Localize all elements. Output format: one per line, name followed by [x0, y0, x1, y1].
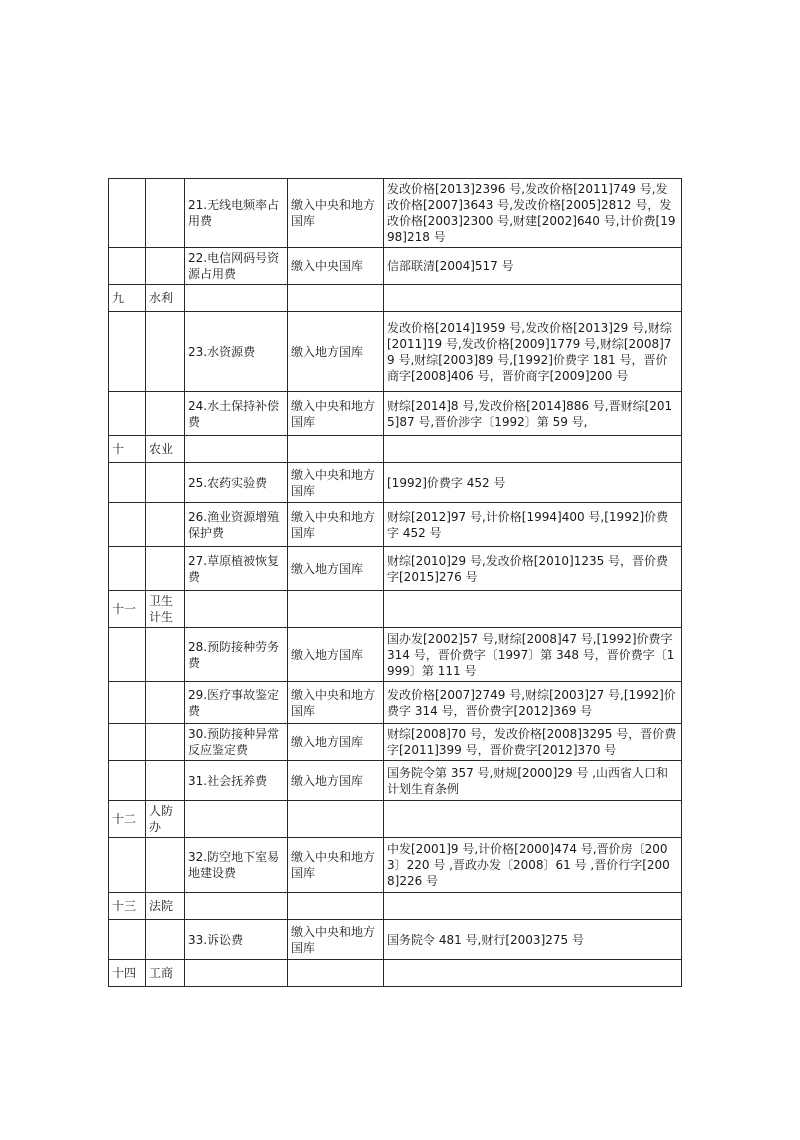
fee-item-name: 25.农药实验费: [185, 463, 288, 503]
empty-cell: [146, 179, 185, 248]
empty-cell: [109, 248, 146, 285]
empty-cell: [384, 801, 682, 838]
empty-cell: [146, 503, 185, 547]
fee-item-name: 28.预防接种劳务费: [185, 628, 288, 682]
fee-item-row: [109, 312, 682, 392]
empty-cell: [185, 285, 288, 312]
fee-legal-basis: 发改价格[2007]2749 号,财综[2003]27 号,[1992]价费字 314 号，晋价费字[2012]369 号: [384, 682, 682, 724]
empty-cell: [109, 682, 146, 724]
empty-cell: [146, 761, 185, 801]
fee-destination: 缴入中央和地方国库: [288, 392, 384, 436]
fee-legal-basis: 财综[2010]29 号,发改价格[2010]1235 号，晋价费字[2015]276 号: [384, 547, 682, 591]
fee-item-row: [109, 503, 682, 547]
empty-cell: [288, 591, 384, 628]
fee-destination: 缴入中央和地方国库: [288, 920, 384, 960]
fee-legal-basis: 发改价格[2014]1959 号,发改价格[2013]29 号,财综[2011]19 号,发改价格[2009]1779 号,财综[2008]79 号,财综[2003]89 号,[1992]价费字 181 号，晋价商字[2008]406 号，晋价商字[2009]200 号: [384, 312, 682, 392]
fee-item-row: [109, 628, 682, 682]
fee-legal-basis: 发改价格[2013]2396 号,发改价格[2011]749 号,发改价格[2007]3643 号,发改价格[2005]2812 号，发改价格[2003]2300 号,财建[2002]640 号,计价费[1998]218 号: [384, 179, 682, 248]
fee-item-name: 30.预防接种异常反应鉴定费: [185, 724, 288, 761]
empty-cell: [109, 920, 146, 960]
fee-item-name: 22.电信网码号资源占用费: [185, 248, 288, 285]
fee-item-row: [109, 392, 682, 436]
fee-destination: 缴入地方国库: [288, 724, 384, 761]
empty-cell: [288, 285, 384, 312]
empty-cell: [109, 547, 146, 591]
fee-destination: 缴入中央和地方国库: [288, 463, 384, 503]
category-row: [109, 801, 682, 838]
category-number: 十三: [109, 893, 146, 920]
category-row: [109, 960, 682, 987]
empty-cell: [146, 724, 185, 761]
fee-item-name: 23.水资源费: [185, 312, 288, 392]
fee-item-row: [109, 838, 682, 893]
category-name: 人防办: [146, 801, 185, 838]
category-number: 十: [109, 436, 146, 463]
fee-destination: 缴入中央和地方国库: [288, 503, 384, 547]
empty-cell: [146, 392, 185, 436]
empty-cell: [185, 436, 288, 463]
fee-item-row: [109, 724, 682, 761]
empty-cell: [109, 503, 146, 547]
empty-cell: [185, 801, 288, 838]
empty-cell: [146, 312, 185, 392]
empty-cell: [384, 893, 682, 920]
category-row: [109, 436, 682, 463]
fee-legal-basis: 中发[2001]9 号,计价格[2000]474 号,晋价房〔2003〕220 号 ,晋政办发〔2008〕61 号 ,晋价行字[2008]226 号: [384, 838, 682, 893]
fee-destination: 缴入地方国库: [288, 761, 384, 801]
empty-cell: [146, 682, 185, 724]
fee-item-name: 32.防空地下室易地建设费: [185, 838, 288, 893]
fee-item-row: [109, 682, 682, 724]
fee-item-name: 29.医疗事故鉴定费: [185, 682, 288, 724]
fee-legal-basis: 国务院令 481 号,财行[2003]275 号: [384, 920, 682, 960]
fee-destination: 缴入中央国库: [288, 248, 384, 285]
empty-cell: [109, 724, 146, 761]
fee-item-name: 27.草原植被恢复费: [185, 547, 288, 591]
fee-legal-basis: 国办发[2002]57 号,财综[2008]47 号,[1992]价费字 314 号，晋价费字〔1997〕第 348 号，晋价费字〔1999〕第 111 号: [384, 628, 682, 682]
fee-item-row: [109, 761, 682, 801]
fee-item-name: 31.社会抚养费: [185, 761, 288, 801]
empty-cell: [109, 312, 146, 392]
fee-table: [108, 178, 682, 987]
category-number: 十四: [109, 960, 146, 987]
fee-destination: 缴入地方国库: [288, 312, 384, 392]
empty-cell: [288, 893, 384, 920]
empty-cell: [384, 591, 682, 628]
empty-cell: [146, 248, 185, 285]
category-name: 卫生计生: [146, 591, 185, 628]
category-row: [109, 285, 682, 312]
fee-item-name: 33.诉讼费: [185, 920, 288, 960]
fee-table-body: [109, 179, 682, 987]
category-name: 水利: [146, 285, 185, 312]
empty-cell: [109, 628, 146, 682]
fee-legal-basis: 财综[2014]8 号,发改价格[2014]886 号,晋财综[2015]87 号,晋价涉字〔1992〕第 59 号,: [384, 392, 682, 436]
fee-item-row: [109, 547, 682, 591]
empty-cell: [384, 436, 682, 463]
fee-legal-basis: 信部联清[2004]517 号: [384, 248, 682, 285]
empty-cell: [288, 960, 384, 987]
empty-cell: [288, 436, 384, 463]
fee-item-row: [109, 463, 682, 503]
fee-destination: 缴入中央和地方国库: [288, 838, 384, 893]
empty-cell: [109, 392, 146, 436]
fee-legal-basis: [1992]价费字 452 号: [384, 463, 682, 503]
empty-cell: [185, 893, 288, 920]
empty-cell: [146, 547, 185, 591]
fee-destination: 缴入中央和地方国库: [288, 179, 384, 248]
fee-item-name: 21.无线电频率占用费: [185, 179, 288, 248]
empty-cell: [185, 960, 288, 987]
fee-legal-basis: 财综[2008]70 号，发改价格[2008]3295 号，晋价费字[2011]399 号，晋价费字[2012]370 号: [384, 724, 682, 761]
empty-cell: [146, 838, 185, 893]
fee-destination: 缴入地方国库: [288, 628, 384, 682]
fee-item-row: [109, 179, 682, 248]
empty-cell: [146, 920, 185, 960]
fee-legal-basis: 财综[2012]97 号,计价格[1994]400 号,[1992]价费字 452 号: [384, 503, 682, 547]
empty-cell: [109, 761, 146, 801]
category-row: [109, 893, 682, 920]
empty-cell: [384, 960, 682, 987]
empty-cell: [146, 463, 185, 503]
fee-legal-basis: 国务院令第 357 号,财规[2000]29 号 ,山西省人口和计划生育条例: [384, 761, 682, 801]
empty-cell: [384, 285, 682, 312]
empty-cell: [146, 628, 185, 682]
empty-cell: [288, 801, 384, 838]
fee-item-row: [109, 248, 682, 285]
fee-destination: 缴入地方国库: [288, 547, 384, 591]
fee-destination: 缴入中央和地方国库: [288, 682, 384, 724]
category-name: 法院: [146, 893, 185, 920]
category-row: [109, 591, 682, 628]
fee-item-name: 26.渔业资源增殖保护费: [185, 503, 288, 547]
category-number: 十二: [109, 801, 146, 838]
fee-item-row: [109, 920, 682, 960]
empty-cell: [185, 591, 288, 628]
category-number: 十一: [109, 591, 146, 628]
category-name: 农业: [146, 436, 185, 463]
empty-cell: [109, 838, 146, 893]
fee-item-name: 24.水土保持补偿费: [185, 392, 288, 436]
category-name: 工商: [146, 960, 185, 987]
empty-cell: [109, 179, 146, 248]
empty-cell: [109, 463, 146, 503]
category-number: 九: [109, 285, 146, 312]
